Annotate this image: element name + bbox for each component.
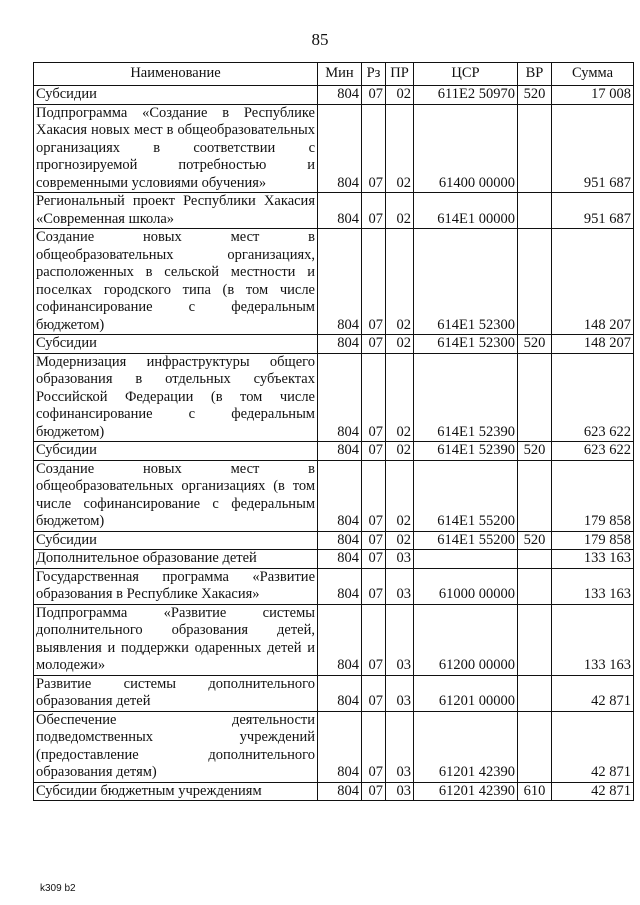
row-sum-cell: 17 008 xyxy=(552,86,634,105)
row-name-cell: Субсидии xyxy=(34,335,318,354)
row-pr-cell: 02 xyxy=(386,335,414,354)
table-row xyxy=(34,335,634,354)
row-vr-cell xyxy=(518,353,552,442)
row-vr-cell xyxy=(518,604,552,675)
table-row xyxy=(34,604,634,675)
table-row xyxy=(34,353,634,442)
table-row xyxy=(34,442,634,461)
row-sum-cell: 42 871 xyxy=(552,711,634,782)
row-rz-cell: 07 xyxy=(362,604,386,675)
row-csr-cell: 614E1 52390 xyxy=(414,442,518,461)
row-min-cell: 804 xyxy=(318,193,362,229)
row-sum-cell: 42 871 xyxy=(552,782,634,801)
row-csr-cell: 61200 00000 xyxy=(414,604,518,675)
table-row xyxy=(34,86,634,105)
row-pr-cell: 02 xyxy=(386,442,414,461)
row-pr-cell: 03 xyxy=(386,782,414,801)
footer-code: k309 b2 xyxy=(40,883,76,894)
header-name: Наименование xyxy=(34,63,318,86)
row-vr-cell xyxy=(518,193,552,229)
row-name-cell: Подпрограмма «Создание в Республике Хакасия новых мест в общеобразовательных организациях в соответствии с прогнозируемой потребностью и современными условиями обучения» xyxy=(34,104,318,193)
row-min-cell: 804 xyxy=(318,104,362,193)
row-min-cell: 804 xyxy=(318,568,362,604)
row-name-cell: Модернизация инфраструктуры общего образования в отдельных субъектах Российской Федерации (в том числе софинансирование с федеральным бюджетом) xyxy=(34,353,318,442)
row-csr-cell: 614E1 55200 xyxy=(414,531,518,550)
row-name-cell: Региональный проект Республики Хакасия «Современная школа» xyxy=(34,193,318,229)
row-vr-cell xyxy=(518,550,552,569)
table-row xyxy=(34,782,634,801)
row-pr-cell: 03 xyxy=(386,675,414,711)
row-rz-cell: 07 xyxy=(362,711,386,782)
row-vr-cell: 520 xyxy=(518,86,552,105)
row-rz-cell: 07 xyxy=(362,229,386,335)
row-min-cell: 804 xyxy=(318,782,362,801)
header-min: Мин xyxy=(318,63,362,86)
header-csr: ЦСР xyxy=(414,63,518,86)
row-min-cell: 804 xyxy=(318,335,362,354)
row-name-cell: Развитие системы дополнительного образования детей xyxy=(34,675,318,711)
row-name-cell: Создание новых мест в общеобразовательных организациях (в том числе софинансирование с федеральным бюджетом) xyxy=(34,460,318,531)
row-vr-cell xyxy=(518,568,552,604)
row-sum-cell: 623 622 xyxy=(552,353,634,442)
row-pr-cell: 02 xyxy=(386,193,414,229)
row-name-cell: Создание новых мест в общеобразовательных организациях, расположенных в сельской местности и поселках городского типа (в том числе софинансирование с федеральным бюджетом) xyxy=(34,229,318,335)
row-min-cell: 804 xyxy=(318,531,362,550)
row-csr-cell: 61201 42390 xyxy=(414,711,518,782)
row-csr-cell: 614E1 55200 xyxy=(414,460,518,531)
row-csr-cell: 614E1 00000 xyxy=(414,193,518,229)
row-csr-cell: 614E1 52300 xyxy=(414,335,518,354)
row-pr-cell: 02 xyxy=(386,229,414,335)
row-pr-cell: 03 xyxy=(386,568,414,604)
row-pr-cell: 03 xyxy=(386,711,414,782)
table-row xyxy=(34,675,634,711)
row-sum-cell: 133 163 xyxy=(552,568,634,604)
row-rz-cell: 07 xyxy=(362,442,386,461)
row-vr-cell xyxy=(518,104,552,193)
row-min-cell: 804 xyxy=(318,675,362,711)
row-sum-cell: 951 687 xyxy=(552,104,634,193)
row-rz-cell: 07 xyxy=(362,675,386,711)
row-vr-cell: 520 xyxy=(518,335,552,354)
row-csr-cell xyxy=(414,550,518,569)
row-pr-cell: 03 xyxy=(386,550,414,569)
row-sum-cell: 951 687 xyxy=(552,193,634,229)
row-min-cell: 804 xyxy=(318,604,362,675)
row-sum-cell: 133 163 xyxy=(552,604,634,675)
row-min-cell: 804 xyxy=(318,460,362,531)
row-rz-cell: 07 xyxy=(362,335,386,354)
row-csr-cell: 611E2 50970 xyxy=(414,86,518,105)
row-vr-cell xyxy=(518,460,552,531)
table-row xyxy=(34,531,634,550)
row-sum-cell: 148 207 xyxy=(552,229,634,335)
row-min-cell: 804 xyxy=(318,711,362,782)
row-vr-cell: 520 xyxy=(518,442,552,461)
row-vr-cell xyxy=(518,229,552,335)
row-rz-cell: 07 xyxy=(362,104,386,193)
table-row xyxy=(34,550,634,569)
row-sum-cell: 148 207 xyxy=(552,335,634,354)
row-min-cell: 804 xyxy=(318,442,362,461)
row-pr-cell: 02 xyxy=(386,86,414,105)
header-rz: Рз xyxy=(362,63,386,86)
row-rz-cell: 07 xyxy=(362,460,386,531)
row-name-cell: Субсидии xyxy=(34,442,318,461)
table-row xyxy=(34,104,634,193)
row-pr-cell: 02 xyxy=(386,460,414,531)
header-vr: ВР xyxy=(518,63,552,86)
row-min-cell: 804 xyxy=(318,86,362,105)
row-pr-cell: 02 xyxy=(386,104,414,193)
row-rz-cell: 07 xyxy=(362,550,386,569)
row-rz-cell: 07 xyxy=(362,86,386,105)
table-row xyxy=(34,568,634,604)
row-vr-cell: 520 xyxy=(518,531,552,550)
table-row xyxy=(34,193,634,229)
row-sum-cell: 179 858 xyxy=(552,531,634,550)
row-min-cell: 804 xyxy=(318,550,362,569)
row-sum-cell: 179 858 xyxy=(552,460,634,531)
row-min-cell: 804 xyxy=(318,229,362,335)
page-number: 85 xyxy=(311,30,329,49)
row-vr-cell xyxy=(518,675,552,711)
table-header-row xyxy=(34,63,634,86)
header-pr: ПР xyxy=(386,63,414,86)
row-min-cell: 804 xyxy=(318,353,362,442)
header-sum: Сумма xyxy=(552,63,634,86)
row-sum-cell: 623 622 xyxy=(552,442,634,461)
row-sum-cell: 42 871 xyxy=(552,675,634,711)
row-csr-cell: 61201 42390 xyxy=(414,782,518,801)
row-name-cell: Субсидии xyxy=(34,86,318,105)
row-csr-cell: 61400 00000 xyxy=(414,104,518,193)
row-sum-cell: 133 163 xyxy=(552,550,634,569)
table-row xyxy=(34,229,634,335)
row-pr-cell: 02 xyxy=(386,353,414,442)
row-csr-cell: 61201 00000 xyxy=(414,675,518,711)
row-name-cell: Обеспечение деятельности подведомственных учреждений (предоставление дополнительного образования детям) xyxy=(34,711,318,782)
row-name-cell: Субсидии бюджетным учреждениям xyxy=(34,782,318,801)
table-row xyxy=(34,711,634,782)
row-pr-cell: 02 xyxy=(386,531,414,550)
row-rz-cell: 07 xyxy=(362,531,386,550)
row-rz-cell: 07 xyxy=(362,568,386,604)
table-row xyxy=(34,460,634,531)
row-name-cell: Дополнительное образование детей xyxy=(34,550,318,569)
row-rz-cell: 07 xyxy=(362,353,386,442)
row-name-cell: Подпрограмма «Развитие системы дополнительного образования детей, выявления и поддержки одаренных детей и молодежи» xyxy=(34,604,318,675)
row-name-cell: Государственная программа «Развитие образования в Республике Хакасия» xyxy=(34,568,318,604)
row-name-cell: Субсидии xyxy=(34,531,318,550)
row-csr-cell: 61000 00000 xyxy=(414,568,518,604)
row-csr-cell: 614E1 52300 xyxy=(414,229,518,335)
row-pr-cell: 03 xyxy=(386,604,414,675)
row-vr-cell: 610 xyxy=(518,782,552,801)
row-rz-cell: 07 xyxy=(362,193,386,229)
budget-table xyxy=(33,62,634,801)
row-rz-cell: 07 xyxy=(362,782,386,801)
row-csr-cell: 614E1 52390 xyxy=(414,353,518,442)
row-vr-cell xyxy=(518,711,552,782)
